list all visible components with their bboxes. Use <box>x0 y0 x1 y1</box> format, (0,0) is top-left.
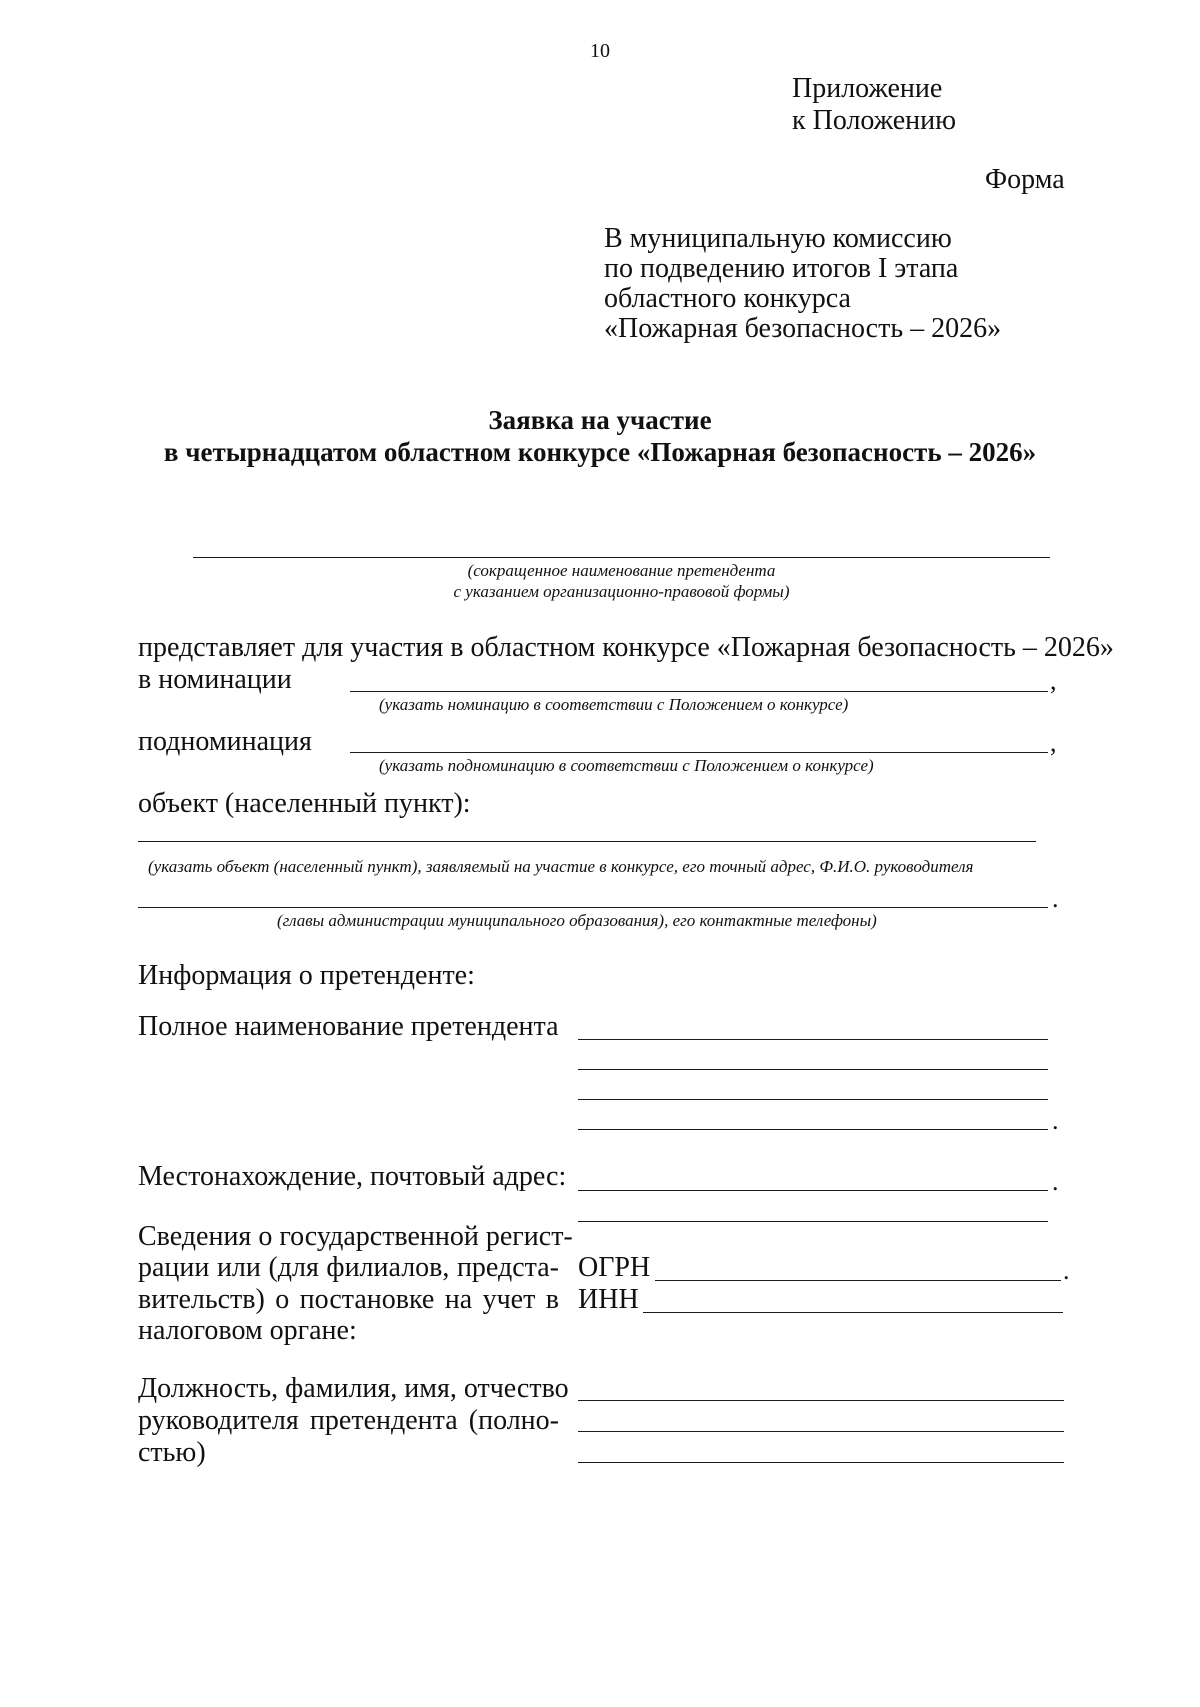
ogrn-period: . <box>1063 1256 1070 1285</box>
object-period: . <box>1052 884 1059 913</box>
full-name-label: Полное наименование претендента <box>138 1011 559 1042</box>
location-line-1[interactable] <box>578 1190 1048 1191</box>
registration-line-3: вительств) о постановке на учет в <box>138 1284 559 1315</box>
addressee-line-1: В муниципальную комиссию <box>604 223 952 254</box>
applicant-short-name-hint-2: с указанием организационно-правовой формы) <box>453 582 790 601</box>
full-name-line-1[interactable] <box>578 1039 1048 1040</box>
object-label: объект (населенный пункт): <box>138 788 471 819</box>
info-heading: Информация о претенденте: <box>138 960 475 991</box>
location-line-2[interactable] <box>578 1221 1048 1222</box>
head-line-1: Должность, фамилия, имя, отчество <box>138 1373 569 1404</box>
location-period: . <box>1052 1167 1059 1196</box>
addressee-line-3: областного конкурса <box>604 283 851 314</box>
page-number: 10 <box>590 40 610 62</box>
full-name-period: . <box>1052 1106 1059 1135</box>
ogrn-line[interactable] <box>655 1280 1061 1281</box>
head-line-2: руководителя претендента (полно- <box>138 1405 559 1436</box>
addressee-line-4: «Пожарная безопасность – 2026» <box>604 313 1002 344</box>
head-field-line-1[interactable] <box>578 1400 1064 1401</box>
full-name-line-3[interactable] <box>578 1099 1048 1100</box>
inn-label: ИНН <box>578 1284 639 1315</box>
title-line-2: в четырнадцатом областном конкурсе «Пожарная безопасность – 2026» <box>163 437 1037 467</box>
head-line-3: стью) <box>138 1437 206 1468</box>
subnomination-hint: (указать подноминацию в соответствии с Положением о конкурсе) <box>379 756 874 775</box>
applicant-short-name-hint-1: (сокращенное наименование претендента <box>467 561 776 580</box>
nomination-hint: (указать номинацию в соответствии с Положением о конкурсе) <box>379 695 849 714</box>
applicant-short-name-line[interactable] <box>193 557 1050 558</box>
subnomination-line[interactable] <box>350 752 1048 753</box>
full-name-line-4[interactable] <box>578 1129 1048 1130</box>
full-name-line-2[interactable] <box>578 1069 1048 1070</box>
presents-text: представляет для участия в областном конкурсе «Пожарная безопасность – 2026» <box>138 632 1114 663</box>
subnomination-comma: , <box>1050 728 1057 757</box>
nomination-line[interactable] <box>350 691 1048 692</box>
registration-line-4: налоговом органе: <box>138 1315 357 1346</box>
location-label: Местонахождение, почтовый адрес: <box>138 1161 567 1192</box>
form-label: Форма <box>985 164 1065 195</box>
head-field-line-2[interactable] <box>578 1431 1064 1432</box>
inn-line[interactable] <box>643 1312 1063 1313</box>
title-line-1: Заявка на участие <box>488 405 712 435</box>
object-hint-1: (указать объект (населенный пункт), заявляемый на участие в конкурсе, его точный адрес, Ф.И.О. руководителя <box>148 857 974 876</box>
addressee-line-2: по подведению итогов I этапа <box>604 253 959 284</box>
head-field-line-3[interactable] <box>578 1462 1064 1463</box>
object-hint-2: (главы администрации муниципального образования), его контактные телефоны) <box>277 911 877 930</box>
object-line-1[interactable] <box>138 841 1036 842</box>
ogrn-label: ОГРН <box>578 1252 651 1283</box>
appendix-line-2: к Положению <box>792 105 957 136</box>
appendix-line-1: Приложение <box>792 73 943 104</box>
registration-line-1: Сведения о государственной регист- <box>138 1221 573 1252</box>
object-line-2[interactable] <box>138 907 1048 908</box>
subnomination-label: подноминация <box>138 726 312 757</box>
nomination-comma: , <box>1050 666 1057 695</box>
nomination-label: в номинации <box>138 664 292 695</box>
registration-line-2: рации или (для филиалов, предста- <box>138 1252 559 1283</box>
